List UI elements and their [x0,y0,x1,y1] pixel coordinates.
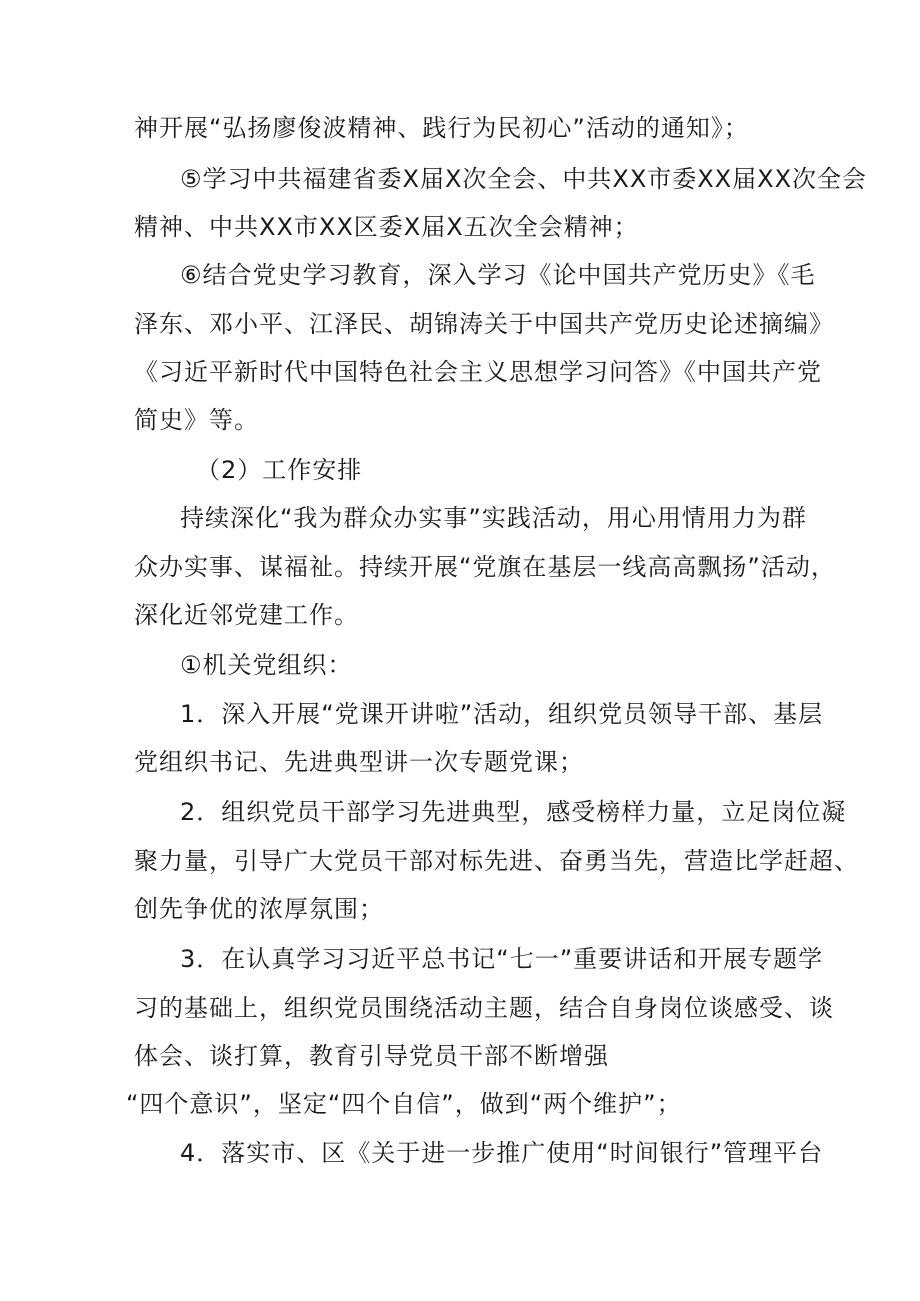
section-heading: （2）工作安排 [196,456,363,484]
text-line-20: 体会、谈打算，教育引导党员干部不断增强 [134,1042,609,1070]
text-line-17: 创先争优的浓厚氛围； [134,895,384,923]
text-line-16: 聚力量，引导广大党员干部对标先进、奋勇当先，营造比学赶超、 [134,847,859,875]
text-line-4: ⑥结合党史学习教育，深入学习《论中国共产党历史》《毛 [180,261,816,289]
text-line-11: 深化近邻党建工作。 [134,601,359,629]
text-line-10: 众办实事、谋福祉。持续开展“党旗在基层一线高高飘扬”活动， [134,553,836,581]
text-line-2: ⑤学习中共福建省委X届X次全会、中共XX市委XX届XX次全会 [180,165,868,193]
text-line-6: 《习近平新时代中国特色社会主义思想学习问答》《中国共产党 [134,358,822,386]
text-line-7: 简史》等。 [134,406,259,434]
subsection-heading: ①机关党组织： [180,651,353,679]
text-line-5: 泽东、邓小平、江泽民、胡锦涛关于中国共产党历史论述摘编》 [134,310,834,338]
text-line-13: 1．深入开展“党课开讲啦”活动，组织党员领导干部、基层 [180,700,824,728]
text-line-14: 党组织书记、先进典型讲一次专题党课； [134,748,584,776]
text-line-18: 3．在认真学习习近平总书记“七一”重要讲话和开展专题学 [180,945,824,973]
text-line-21: “四个意识”，坚定“四个自信”，做到“两个维护”； [126,1090,682,1118]
text-line-22: 4．落实市、区《关于进一步推广使用“时间银行”管理平台 [180,1139,824,1167]
text-line-1: 神开展“弘扬廖俊波精神、践行为民初心”活动的通知》； [134,114,749,142]
text-line-19: 习的基础上，组织党员围绕活动主题，结合自身岗位谈感受、谈 [134,994,834,1022]
text-line-9: 持续深化“我为群众办实事”实践活动，用心用情用力为群 [180,504,807,532]
text-line-3: 精神、中共XX市XX区委X届X五次全会精神； [134,213,639,241]
text-line-15: 2．组织党员干部学习先进典型，感受榜样力量，立足岗位凝 [180,798,847,826]
